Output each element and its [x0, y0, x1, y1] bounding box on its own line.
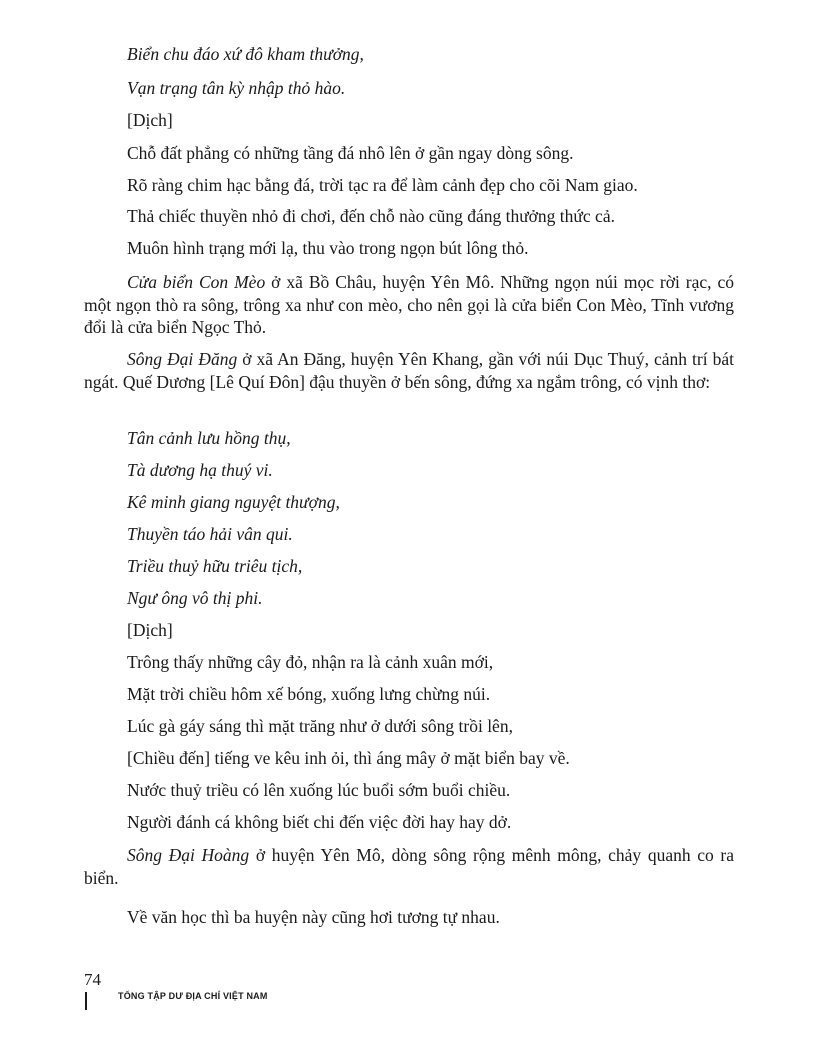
poem2-translation-line: Nước thuỷ triều có lên xuống lúc buổi sớm buổi chiều. — [127, 780, 511, 800]
poem1-translation-line: Chỗ đất phẳng có những tầng đá nhô lên ở gần ngay dòng sông. — [127, 143, 574, 163]
paragraph-dai-hoang — [84, 844, 734, 889]
poem1-verse-line: Vạn trạng tân kỳ nhập thỏ hào. — [127, 78, 346, 98]
paragraph-text: ở huyện Yên Mô, dòng sông rộng mênh mông, chảy quanh co ra biển. — [84, 845, 734, 888]
poem2-translation-line: Lúc gà gáy sáng thì mặt trăng như ở dưới sông trồi lên, — [127, 716, 513, 736]
poem2-dich-label: [Dịch] — [127, 620, 173, 640]
poem2-translation-line: Trông thấy những cây đỏ, nhận ra là cảnh xuân mới, — [127, 652, 494, 672]
poem2-translation-line: [Chiều đến] tiếng ve kêu inh ỏi, thì áng mây ở mặt biển bay về. — [127, 748, 570, 768]
footer-rule — [85, 992, 87, 1010]
paragraph-con-meo — [84, 271, 734, 339]
poem2-verse-line: Ngư ông vô thị phi. — [127, 588, 263, 608]
paragraph-van-hoc — [84, 906, 734, 929]
page-number: 74 — [84, 970, 101, 989]
poem2-verse-line: Tà dương hạ thuý vi. — [127, 460, 273, 480]
poem2-verse-line: Tân cảnh lưu hồng thụ, — [127, 428, 291, 448]
book-title: TỔNG TẬP DƯ ĐỊA CHÍ VIỆT NAM — [118, 991, 268, 1001]
poem2-verse-line: Triều thuỷ hữu triêu tịch, — [127, 556, 303, 576]
paragraph-text: Về văn học thì ba huyện này cũng hơi tương tự nhau. — [127, 907, 500, 927]
poem2-verse-line: Thuyền táo hải vân qui. — [127, 524, 293, 544]
paragraph-dai-dang — [84, 348, 734, 393]
place-name: Cửa biển Con Mèo — [127, 272, 266, 292]
paragraph-text: ở xã Bồ Châu, huyện Yên Mô. Những ngọn núi mọc rời rạc, có một ngọn thò ra sông, trông xa như con mèo, cho nên gọi là cửa biển Con Mèo, Tĩnh vương đổi là cửa biển Ngọc Thỏ. — [84, 272, 735, 337]
poem1-translation-line: Rõ ràng chim hạc bằng đá, trời tạc ra để làm cảnh đẹp cho cõi Nam giao. — [127, 175, 638, 195]
poem2-translation-line: Mặt trời chiều hôm xế bóng, xuống lưng chừng núi. — [127, 684, 491, 704]
poem2-verse-line: Kê minh giang nguyệt thượng, — [127, 492, 340, 512]
place-name: Sông Đại Đăng — [127, 349, 238, 369]
paragraph-text: ở xã An Đăng, huyện Yên Khang, gần với núi Dục Thuý, cảnh trí bát ngát. Quế Dương [Lê Quí Đôn] đậu thuyền ở bến sông, đứng xa ngắm trông, có vịnh thơ: — [84, 349, 734, 392]
poem1-dich-label: [Dịch] — [127, 110, 173, 130]
poem1-translation-line: Muôn hình trạng mới lạ, thu vào trong ngọn bút lông thỏ. — [127, 238, 529, 258]
poem2-translation-line: Người đánh cá không biết chi đến việc đời hay hay dở. — [127, 812, 512, 832]
poem1-translation-line: Thả chiếc thuyền nhỏ đi chơi, đến chỗ nào cũng đáng thưởng thức cả. — [127, 206, 615, 226]
place-name: Sông Đại Hoàng — [127, 845, 250, 865]
poem1-verse-line: Biển chu đáo xứ đô kham thưởng, — [127, 44, 364, 64]
